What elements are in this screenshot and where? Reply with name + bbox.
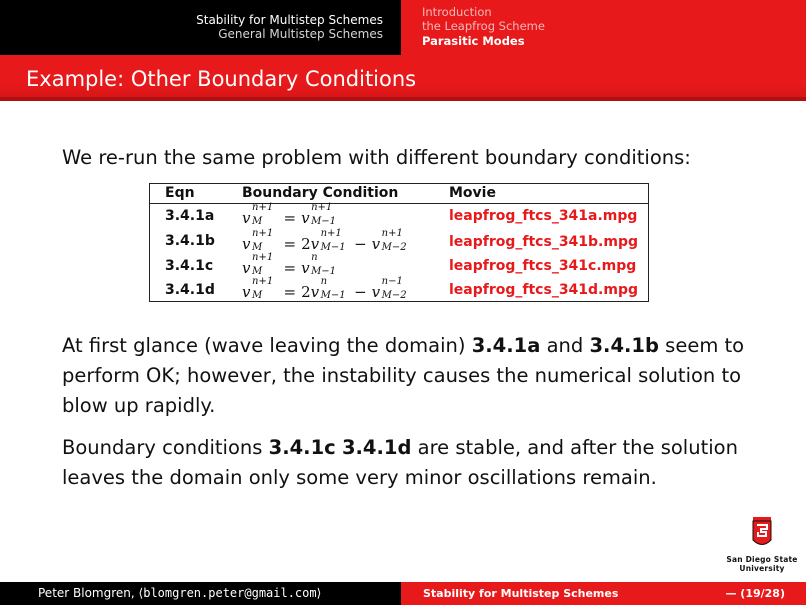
- subsection-link-parasitic-modes[interactable]: Parasitic Modes: [422, 34, 525, 48]
- logo-line-2: University: [739, 564, 785, 573]
- movie-link-341a[interactable]: leapfrog_ftcs_341a.mpg: [449, 208, 638, 224]
- row-condition-a: v n+1 M = v n+1 M−1: [242, 202, 337, 227]
- boundary-table: [149, 183, 649, 302]
- slide-title: Example: Other Boundary Conditions: [26, 67, 417, 91]
- row-condition-c: v n+1 M = v n M−1: [242, 252, 337, 277]
- frame-title-bar: [0, 55, 806, 101]
- footer-author: Peter Blomgren, ⟨blomgren.peter@gmail.com⟩: [38, 586, 322, 600]
- intro-text: We re-run the same problem with different boundary conditions:: [62, 146, 691, 169]
- col-header-condition: Boundary Condition: [242, 185, 399, 201]
- movie-link-341c[interactable]: leapfrog_ftcs_341c.mpg: [449, 258, 637, 274]
- movie-link-341d[interactable]: leapfrog_ftcs_341d.mpg: [449, 282, 639, 298]
- paragraph-first-glance: At first glance (wave leaving the domain) 3.4.1a and 3.4.1b seem to perform OK; however, the instability causes the numerical solution to blow up rapidly.: [62, 334, 745, 417]
- header-subsections: [401, 0, 806, 55]
- movie-link-341b[interactable]: leapfrog_ftcs_341b.mpg: [449, 234, 639, 250]
- row-eqn-b: 3.4.1b: [165, 233, 215, 249]
- table-header-rule: [150, 203, 648, 204]
- col-header-eqn: Eqn: [165, 185, 195, 201]
- title-bar-shadow: [0, 97, 806, 101]
- footer-title-bar: [401, 582, 806, 605]
- row-eqn-c: 3.4.1c: [165, 258, 214, 274]
- row-condition-b: v n+1 M = 2v n+1 M−1 − v n+1 M−2: [242, 228, 407, 253]
- paragraph-stable-conditions: Boundary conditions 3.4.1c 3.4.1d are stable, and after the solution leaves the domain only some very minor oscillations remain.: [62, 436, 738, 489]
- section-link-general[interactable]: General Multistep Schemes: [218, 27, 383, 41]
- logo-line-1: San Diego State: [726, 555, 798, 564]
- footer-page-number: — (19/28): [725, 587, 785, 600]
- section-link-stability[interactable]: Stability for Multistep Schemes: [196, 13, 383, 27]
- footer-author-bar: [0, 582, 401, 605]
- row-eqn-a: 3.4.1a: [165, 208, 215, 224]
- row-eqn-d: 3.4.1d: [165, 282, 215, 298]
- sdsu-logo: [724, 516, 800, 578]
- sdsu-shield-icon: [724, 516, 800, 556]
- footer-email[interactable]: blomgren.peter@gmail.com: [143, 586, 317, 600]
- header-sections: [0, 0, 401, 55]
- footer-short-title: Stability for Multistep Schemes: [423, 587, 619, 600]
- col-header-movie: Movie: [449, 185, 496, 201]
- subsection-link-introduction[interactable]: Introduction: [422, 5, 492, 19]
- row-condition-d: v n+1 M = 2v n M−1 − v n−1 M−2: [242, 276, 407, 301]
- subsection-link-leapfrog[interactable]: the Leapfrog Scheme: [422, 19, 545, 33]
